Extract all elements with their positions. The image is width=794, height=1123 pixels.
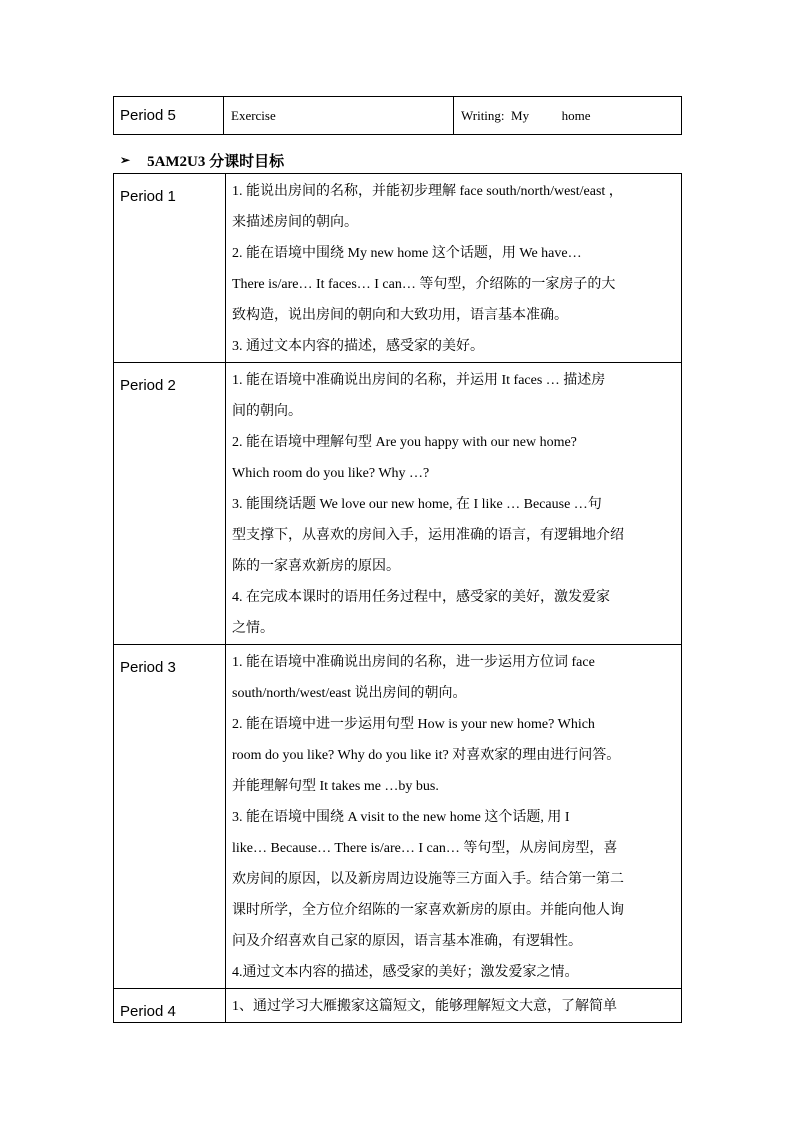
objective-line: 致构造，说出房间的朝向和大致功用，语言基本准确。 <box>232 308 568 323</box>
objective-line: 3. 能在语境中围绕 A visit to the new home 这个话题, 用 I <box>232 810 570 825</box>
objective-line: 2. 能在语境中进一步运用句型 How is your new home? Which <box>232 717 595 732</box>
objective-line: 并能理解句型 It takes me …by bus. <box>232 779 439 794</box>
period5-table <box>113 96 682 135</box>
period-label: Period 4 <box>114 989 226 1023</box>
objective-line: 课时所学，全方位介绍陈的一家喜欢新房的原由。并能向他人询 <box>232 903 624 918</box>
objective-line: 欢房间的原因，以及新房周边设施等三方面入手。结合第一第二 <box>232 872 624 887</box>
objective-line: 型支撑下，从喜欢的房间入手，运用准确的语言，有逻辑地介绍 <box>232 528 624 543</box>
objective-line: 4.通过文本内容的描述，感受家的美好；激发爱家之情。 <box>232 965 579 980</box>
objective-cell <box>226 363 682 645</box>
objective-line: 1. 能说出房间的名称，并能初步理解 face south/north/west/east ， <box>232 184 623 199</box>
table-row <box>114 989 682 1023</box>
objective-line: 2. 能在语境中理解句型 Are you happy with our new home? <box>232 435 577 450</box>
objective-line: 来描述房间的朝向。 <box>232 215 358 230</box>
table-row <box>114 363 682 645</box>
objective-cell <box>226 989 682 1023</box>
period-type: Exercise <box>224 97 454 135</box>
section-title: 5AM2U3 分课时目标 <box>147 154 285 170</box>
objective-line: 3. 能围绕话题 We love our new home, 在 I like … Because …句 <box>232 497 602 512</box>
period-label: Period 3 <box>114 645 226 989</box>
objective-cell <box>226 174 682 363</box>
objective-line: 2. 能在语境中围绕 My new home 这个话题，用 We have… <box>232 246 582 261</box>
table-row <box>114 97 682 135</box>
objective-line: 1. 能在语境中准确说出房间的名称，进一步运用方位词 face <box>232 655 595 670</box>
objective-line: room do you like? Why do you like it? 对喜欢家的理由进行问答。 <box>232 748 621 763</box>
objective-line: There is/are… It faces… I can… 等句型，介绍陈的一家房子的大 <box>232 277 616 292</box>
objective-line: 问及介绍喜欢自己家的原因，语言基本准确，有逻辑性。 <box>232 934 582 949</box>
objective-cell <box>226 645 682 989</box>
objective-line: 4. 在完成本课时的语用任务过程中，感受家的美好，激发爱家 <box>232 590 610 605</box>
section-heading <box>120 150 284 171</box>
period-label: Period 5 <box>114 97 224 135</box>
objective-line: like… Because… There is/are… I can… 等句型，从房间房型，喜 <box>232 841 618 856</box>
arrow-bullet-icon: ➢ <box>120 153 131 167</box>
objective-line: south/north/west/east 说出房间的朝向。 <box>232 686 467 701</box>
objective-line: 3. 通过文本内容的描述，感受家的美好。 <box>232 339 484 354</box>
period-label: Period 2 <box>114 363 226 645</box>
objective-line: 之情。 <box>232 621 274 636</box>
period-topic: Writing: My home <box>454 97 682 135</box>
period-label: Period 1 <box>114 174 226 363</box>
objective-line: 1、通过学习大雁搬家这篇短文，能够理解短文大意，了解简单 <box>232 999 617 1014</box>
objective-line: 1. 能在语境中准确说出房间的名称，并运用 It faces … 描述房 <box>232 373 606 388</box>
table-row <box>114 645 682 989</box>
table-row <box>114 174 682 363</box>
objectives-table <box>113 173 682 1023</box>
objective-line: 陈的一家喜欢新房的原因。 <box>232 559 400 574</box>
objective-line: Which room do you like? Why …? <box>232 466 430 481</box>
objective-line: 间的朝向。 <box>232 404 302 419</box>
